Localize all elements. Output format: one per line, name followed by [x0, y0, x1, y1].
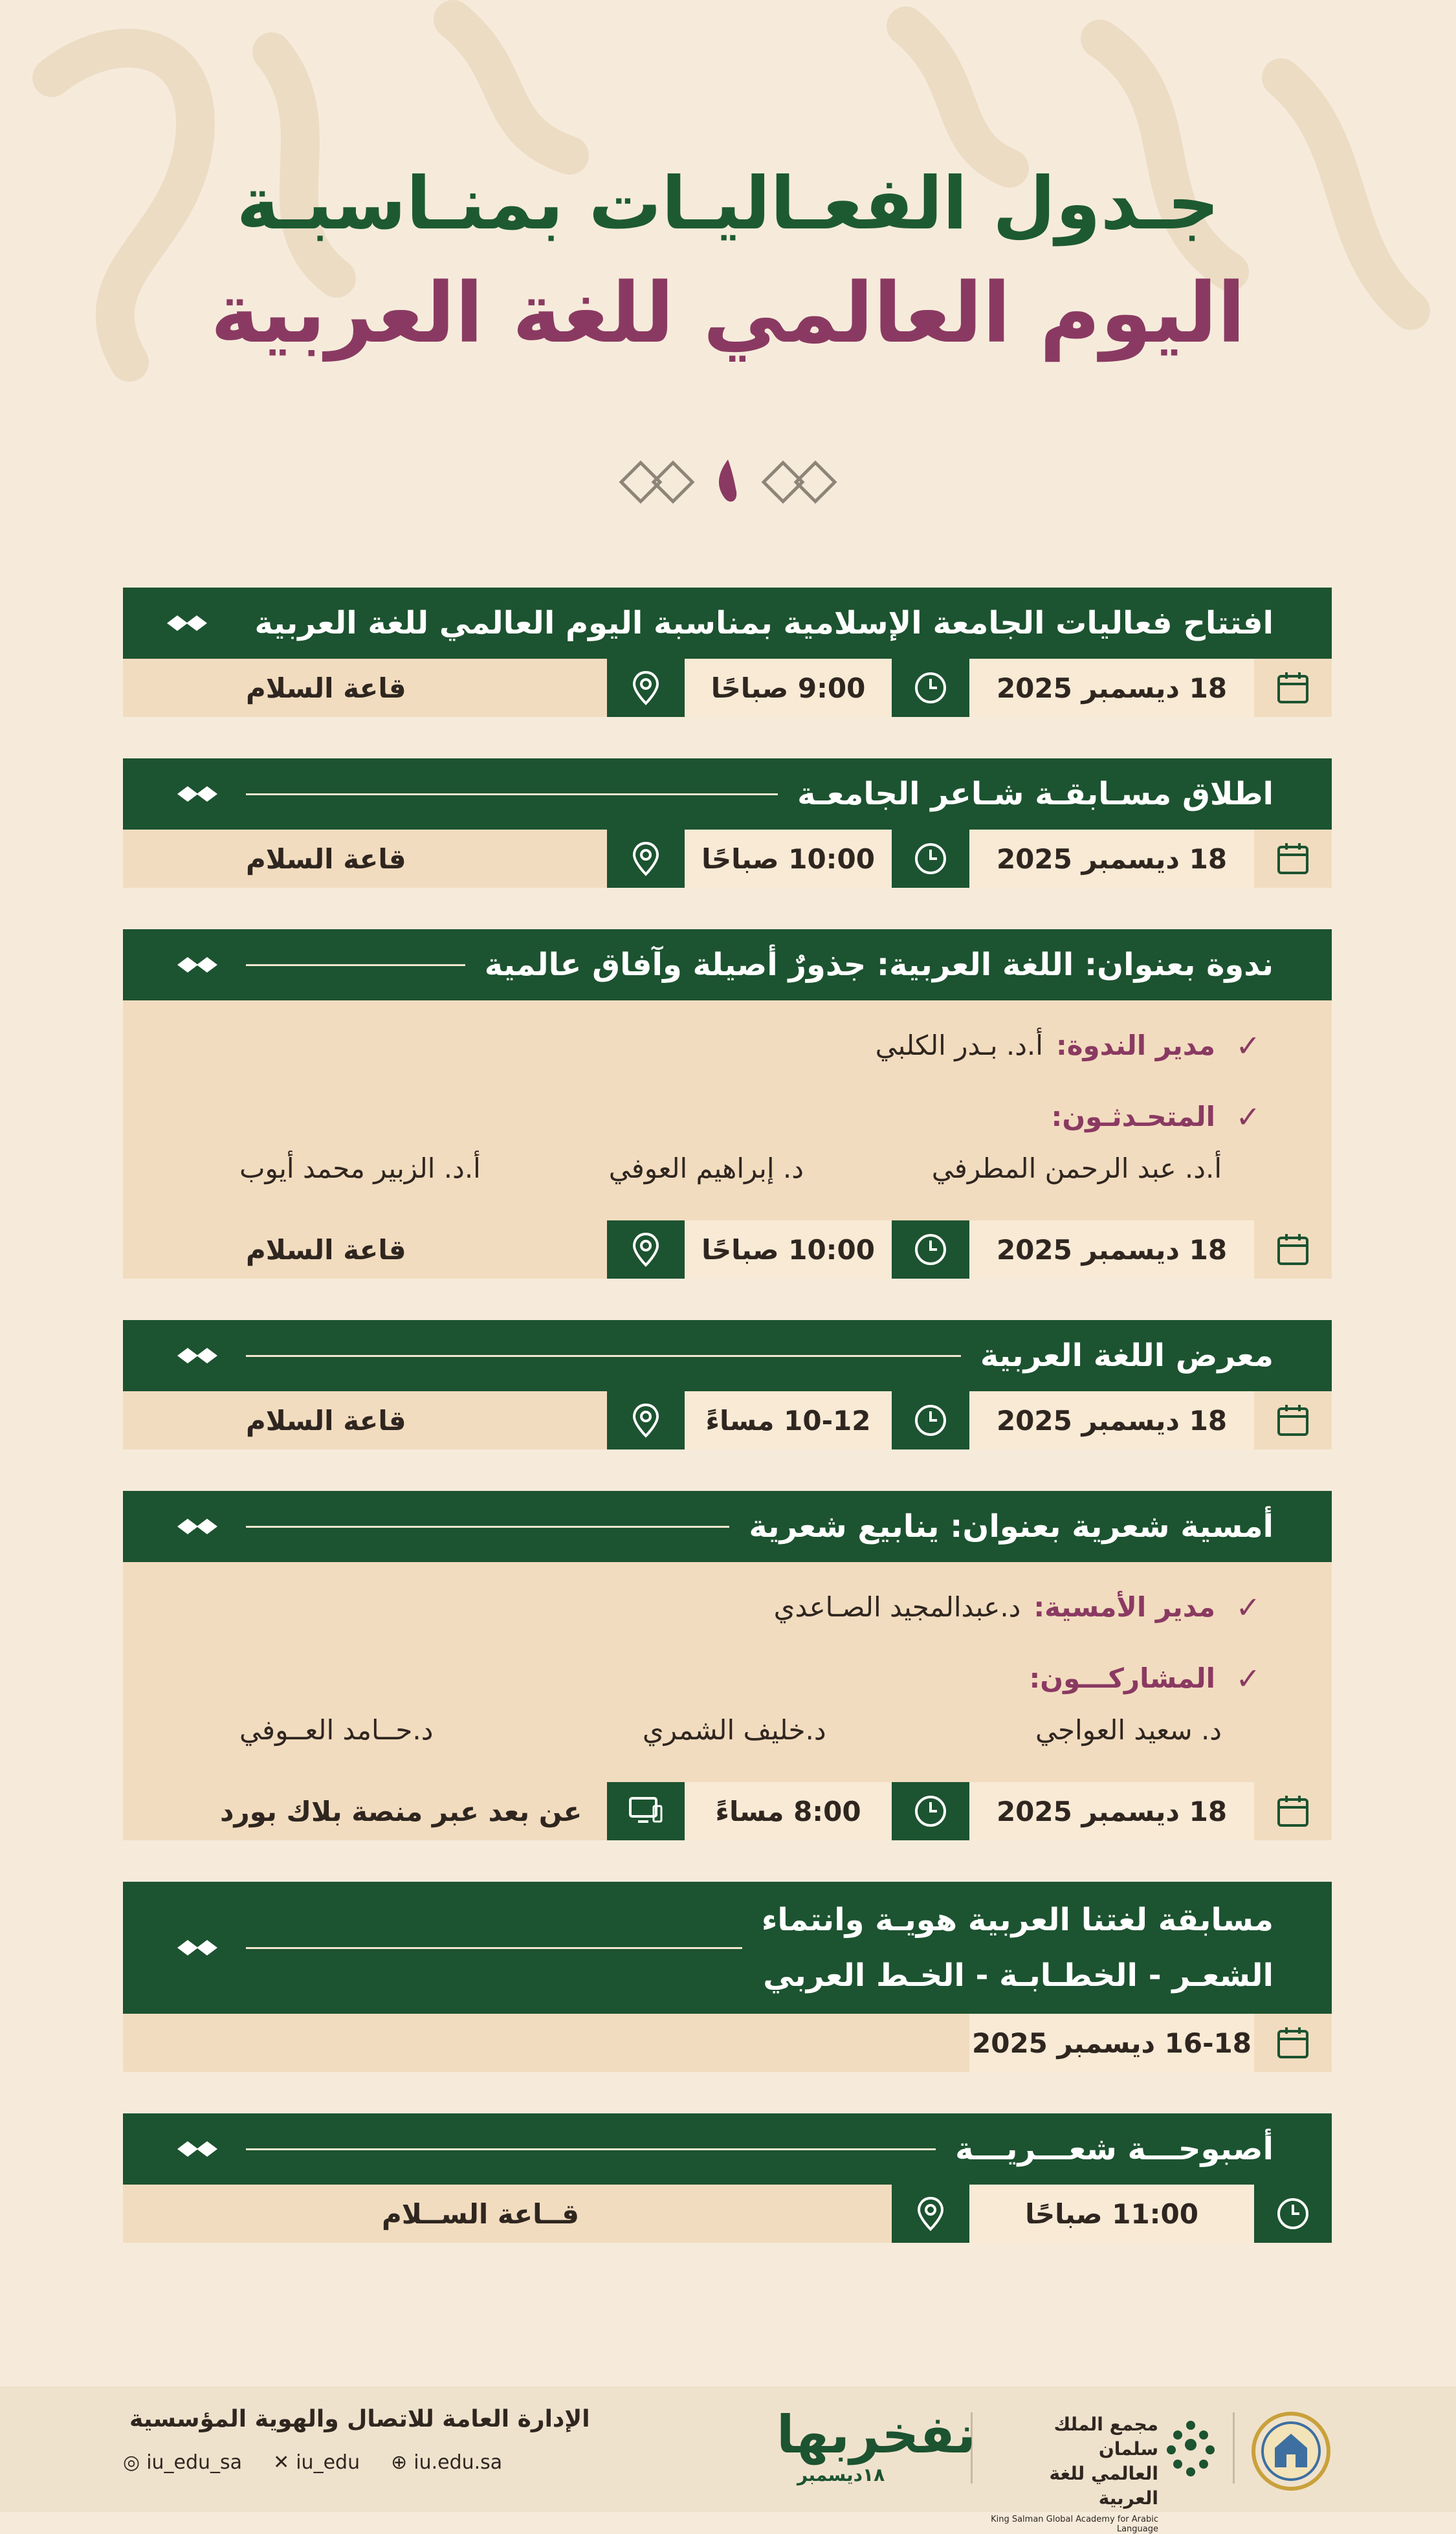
divider-line	[246, 1355, 961, 1357]
separator	[1233, 2412, 1235, 2484]
divider-line	[246, 1526, 729, 1528]
page-title: جـدول الفعـاليـات بمنـاسبـة	[236, 162, 1220, 246]
participant-name: د. سعيد العواجي	[1035, 1714, 1222, 1746]
calendar-icon	[1254, 1391, 1332, 1449]
event-time: 8:00 مساءً	[685, 1782, 892, 1840]
speakers-label: المتحـدثـون:	[1051, 1101, 1215, 1132]
computer-icon	[607, 1782, 685, 1840]
location-pin-icon	[607, 1220, 685, 1279]
academy-logo	[1158, 2412, 1223, 2484]
double-diamond-icon	[175, 1344, 226, 1367]
event-details	[123, 1000, 1332, 1220]
instagram-handle: iu_edu_sa	[146, 2451, 243, 2474]
department-name: الإدارة العامة للاتصال والهوية المؤسسية	[129, 2406, 590, 2432]
event-title: أصبوحـــة شعـــريـــة	[955, 2131, 1274, 2167]
event-info-row	[123, 2185, 1332, 2243]
event-info-row	[123, 1782, 1332, 1840]
website-link[interactable]	[391, 2451, 502, 2474]
event-header	[123, 2113, 1332, 2185]
event-card	[123, 1491, 1332, 1840]
location-pin-icon	[607, 659, 685, 717]
event-card	[123, 929, 1332, 1279]
double-diamond-icon	[175, 953, 226, 976]
moderator-label: مدير الندوة:	[1055, 1030, 1215, 1061]
university-logo	[1249, 2409, 1333, 2493]
event-details	[123, 1562, 1332, 1782]
event-time: 10:00 صباحًا	[685, 1220, 892, 1279]
event-title-block	[762, 1900, 1274, 1995]
website-url: iu.edu.sa	[414, 2451, 503, 2474]
event-place: قاعة السلام	[123, 1220, 607, 1279]
event-card	[123, 1320, 1332, 1449]
divider-line	[246, 2148, 936, 2150]
event-card	[123, 758, 1332, 888]
event-subtitle: الشعـر - الخطـابـة - الخـط العربي	[763, 1957, 1274, 1994]
event-date: 18 ديسمبر 2025	[969, 1220, 1254, 1279]
moderator-line	[194, 1588, 1261, 1627]
location-pin-icon	[607, 830, 685, 888]
academy-name	[990, 2412, 1158, 2534]
speakers-list	[194, 1149, 1261, 1188]
double-diamond-icon	[164, 611, 216, 635]
speaker-name: أ.د. عبد الرحمن المطرفي	[931, 1152, 1222, 1184]
event-time: 10-12 مساءً	[685, 1391, 892, 1449]
event-date: 18 ديسمبر 2025	[969, 659, 1254, 717]
event-header	[123, 1491, 1332, 1562]
location-pin-icon	[607, 1391, 685, 1449]
event-card	[123, 2113, 1332, 2243]
participants-list	[194, 1711, 1261, 1750]
event-title: أمسية شعرية بعنوان: ينابيع شعرية	[749, 1508, 1274, 1545]
clock-icon	[1254, 2185, 1332, 2243]
event-info-row	[123, 1220, 1332, 1279]
speaker-name: أ.د. الزبير محمد أيوب	[239, 1152, 481, 1184]
event-place: قاعة السلام	[123, 830, 607, 888]
ornament-divider	[615, 446, 841, 518]
speaker-name: د. إبراهيم العوفي	[608, 1152, 804, 1184]
event-date: 18 ديسمبر 2025	[969, 830, 1254, 888]
academy-name-ar-2: العالمي للغة العربية	[1049, 2463, 1158, 2509]
check-icon: ✓	[1235, 1028, 1261, 1063]
participant-name: د.خليف الشمري	[642, 1714, 826, 1746]
double-diamond-icon	[175, 1515, 226, 1538]
double-diamond-icon	[175, 2137, 226, 2161]
double-diamond-icon	[175, 1936, 226, 1959]
globe-icon: ⊕	[391, 2451, 408, 2474]
event-info-row	[123, 1391, 1332, 1449]
speakers-line	[194, 1097, 1261, 1136]
event-place: قاعة السلام	[123, 1391, 607, 1449]
calendar-icon	[1254, 830, 1332, 888]
event-place: عن بعد عبر منصة بلاك بورد	[123, 1782, 607, 1840]
event-header	[123, 1320, 1332, 1391]
divider-line	[246, 964, 465, 966]
x-link[interactable]	[273, 2451, 360, 2474]
check-icon: ✓	[1235, 1661, 1261, 1696]
event-card	[123, 1882, 1332, 2072]
event-header	[123, 1882, 1332, 2014]
academy-name-ar: مجمع الملك سلمان	[1053, 2414, 1158, 2460]
event-title: مسابقة لغتنا العربية هويـة وانتماء	[761, 1902, 1274, 1938]
calendar-icon	[1254, 1782, 1332, 1840]
moderator-label: مدير الأمسية:	[1033, 1591, 1215, 1623]
event-time: 11:00 صباحًا	[969, 2185, 1254, 2243]
page-subtitle: اليوم العالمي للغة العربية	[210, 265, 1246, 362]
event-date: 16-18 ديسمبر 2025	[969, 2014, 1254, 2072]
check-icon: ✓	[1235, 1099, 1261, 1134]
clock-icon	[892, 1782, 969, 1840]
participant-name: د.حــامد العــوفي	[239, 1714, 434, 1746]
event-date: 18 ديسمبر 2025	[969, 1782, 1254, 1840]
x-handle: iu_edu	[296, 2451, 360, 2474]
event-title: معرض اللغة العربية	[980, 1338, 1274, 1374]
event-header	[123, 758, 1332, 830]
calendar-icon	[1254, 1220, 1332, 1279]
event-title: ندوة بعنوان: اللغة العربية: جذورٌ أصيلة وآفاق عالمية	[484, 947, 1274, 983]
events-list	[123, 588, 1332, 2284]
campaign-brand-date: ١٨ديسمبر	[797, 2464, 885, 2485]
moderator-name: أ.د. بـدر الكلبي	[875, 1030, 1043, 1061]
event-info-row	[123, 2014, 1332, 2072]
campaign-brand: نفخربها	[777, 2405, 976, 2465]
social-links	[123, 2451, 502, 2474]
moderator-line	[194, 1026, 1261, 1065]
check-icon: ✓	[1235, 1590, 1261, 1625]
divider-line	[246, 793, 778, 795]
clock-icon	[892, 830, 969, 888]
double-diamond-icon	[175, 782, 226, 806]
event-place: قــاعة الســلام	[123, 2185, 892, 2243]
event-time: 10:00 صباحًا	[685, 830, 892, 888]
participants-label: المشاركـــون:	[1029, 1662, 1215, 1694]
footer	[0, 2386, 1456, 2534]
event-time: 9:00 صباحًا	[685, 659, 892, 717]
event-title: افتتاح فعاليات الجامعة الإسلامية بمناسبة اليوم العالمي للغة العربية	[254, 605, 1274, 641]
event-place: قاعة السلام	[123, 659, 607, 717]
event-info-row	[123, 830, 1332, 888]
calendar-icon	[1254, 2014, 1332, 2072]
calendar-icon	[1254, 659, 1332, 717]
clock-icon	[892, 1391, 969, 1449]
clock-icon	[892, 659, 969, 717]
event-info-row	[123, 659, 1332, 717]
x-icon: ✕	[273, 2451, 290, 2474]
participants-line	[194, 1659, 1261, 1698]
event-header	[123, 929, 1332, 1000]
instagram-icon: ◎	[123, 2451, 140, 2474]
academy-name-en: King Salman Global Academy for Arabic Language	[991, 2515, 1158, 2534]
divider-line	[246, 1947, 742, 1949]
event-header	[123, 588, 1332, 659]
clock-icon	[892, 1220, 969, 1279]
instagram-link[interactable]	[123, 2451, 242, 2474]
header	[0, 155, 1456, 369]
moderator-name: د.عبدالمجيد الصـاعدي	[773, 1591, 1021, 1623]
event-title: اطلاق مسـابقـة شـاعر الجامعـة	[797, 776, 1274, 812]
event-date: 18 ديسمبر 2025	[969, 1391, 1254, 1449]
event-card	[123, 588, 1332, 717]
location-pin-icon	[892, 2185, 969, 2243]
empty-cell	[123, 2014, 969, 2072]
